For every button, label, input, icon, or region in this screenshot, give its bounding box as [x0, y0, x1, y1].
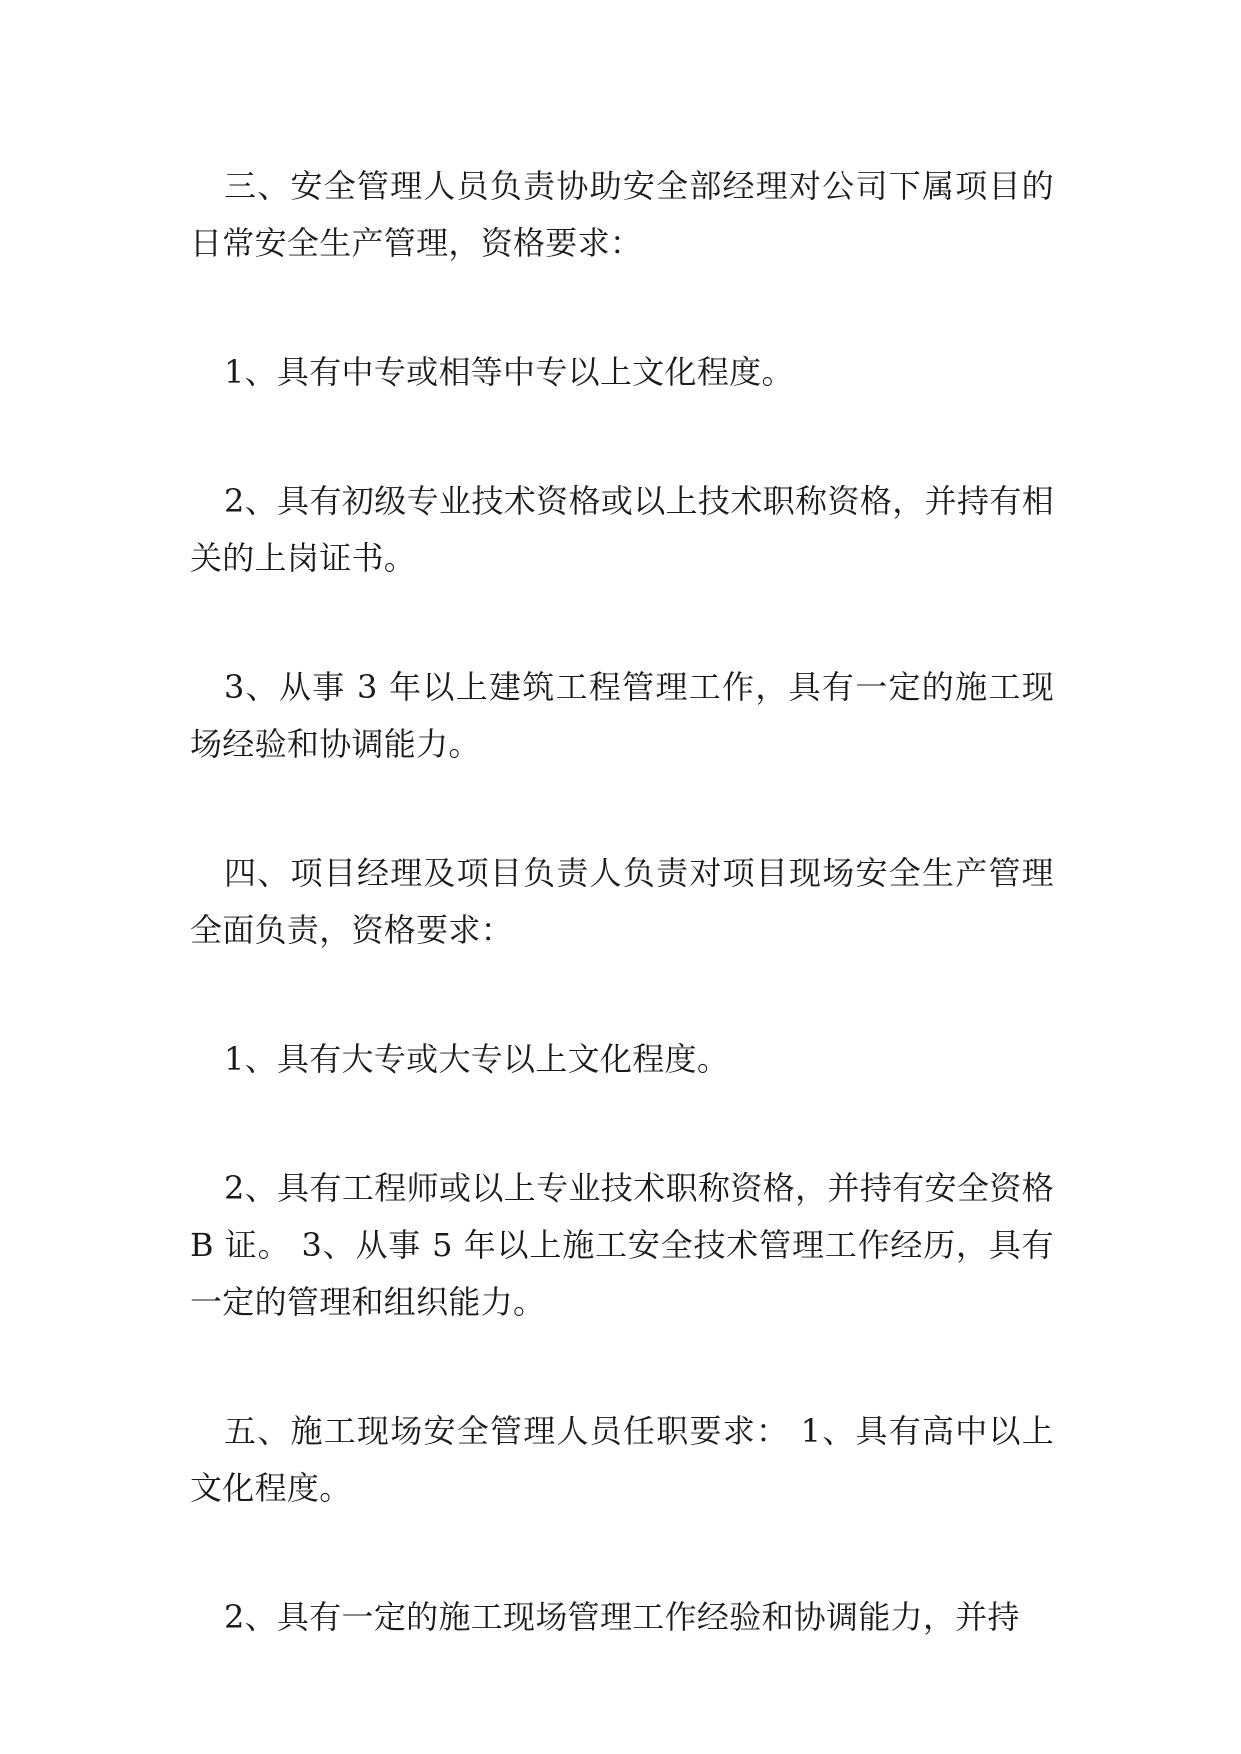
paragraph-section-4-intro: 四、项目经理及项目负责人负责对项目现场安全生产管理全面负责，资格要求：: [190, 854, 1054, 949]
paragraph-section-5-intro: 五、施工现场安全管理人员任职要求： 1、具有高中以上文化程度。: [190, 1412, 1054, 1507]
paragraph-section-3-intro: 三、安全管理人员负责协助安全部经理对公司下属项目的日常安全生产管理，资格要求：: [190, 167, 1054, 262]
paragraph-requirement-2: 2、具有初级专业技术资格或以上技术职称资格，并持有相关的上岗证书。: [190, 482, 1054, 577]
paragraph-requirement-2: 2、具有一定的施工现场管理工作经验和协调能力，并持: [224, 1598, 1020, 1636]
paragraph-requirement-1: 1、具有大专或大专以上文化程度。: [224, 1040, 730, 1078]
paragraph-requirement-1: 1、具有中专或相等中专以上文化程度。: [224, 353, 794, 391]
paragraph-requirement-3: 3、从事 3 年以上建筑工程管理工作，具有一定的施工现场经验和协调能力。: [190, 668, 1054, 763]
paragraph-requirement-2-3: 2、具有工程师或以上专业技术职称资格，并持有安全资格 B 证。 3、从事 5 年以上施工安全技术管理工作经历，具有一定的管理和组织能力。: [190, 1169, 1054, 1321]
document-body: [190, 158, 1054, 1718]
